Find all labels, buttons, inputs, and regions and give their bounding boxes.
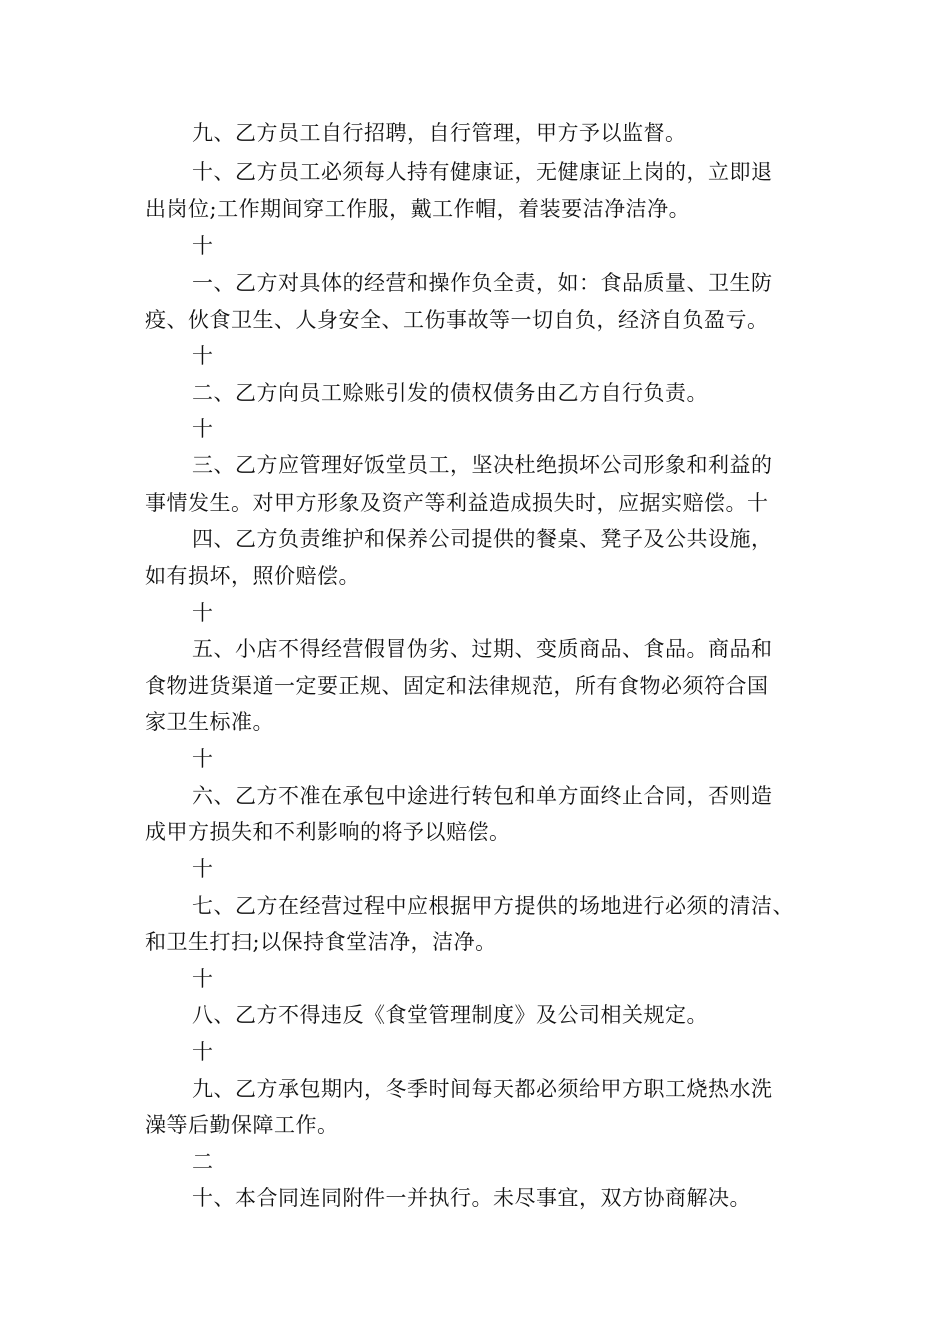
text-line: 十 [192,234,214,258]
text-line: 七、乙方在经营过程中应根据甲方提供的场地进行必须的清洁、 [192,894,794,918]
text-line: 出岗位;工作期间穿工作服，戴工作帽，着装要洁净洁净。 [145,197,691,221]
text-line: 九、乙方员工自行招聘，自行管理，甲方予以监督。 [192,121,687,145]
text-line: 食物进货渠道一定要正规、固定和法律规范，所有食物必须符合国 [145,674,769,698]
text-line: 十 [192,417,214,441]
text-line: 二、乙方向员工赊账引发的债权债务由乙方自行负责。 [192,381,708,405]
text-line: 十 [192,344,214,368]
text-line: 十 [192,747,214,771]
text-line: 九、乙方承包期内，冬季时间每天都必须给甲方职工烧热水洗 [192,1077,773,1101]
text-line: 和卫生打扫;以保持食堂洁净，洁净。 [145,930,497,954]
text-line: 一、乙方对具体的经营和操作负全责，如：食品质量、卫生防 [192,271,773,295]
text-line: 澡等后勤保障工作。 [145,1113,339,1137]
text-line: 五、小店不得经营假冒伪劣、过期、变质商品、食品。商品和 [192,637,773,661]
text-line: 十、乙方员工必须每人持有健康证，无健康证上岗的，立即退 [192,160,773,184]
text-line: 如有损坏，照价赔偿。 [145,564,360,588]
text-line: 三、乙方应管理好饭堂员工，坚决杜绝损坏公司形象和利益的 [192,453,773,477]
text-line: 疫、伙食卫生、人身安全、工伤事故等一切自负，经济自负盈亏。 [145,308,769,332]
text-line: 十、本合同连同附件一并执行。未尽事宜，双方协商解决。 [192,1186,751,1210]
text-line: 事情发生。对甲方形象及资产等利益造成损失时，应据实赔偿。十 [145,491,769,515]
text-line: 十 [192,857,214,881]
text-line: 六、乙方不准在承包中途进行转包和单方面终止合同，否则造 [192,784,773,808]
text-line: 四、乙方负责维护和保养公司提供的餐桌、凳子及公共设施， [192,527,773,551]
text-line: 八、乙方不得违反《食堂管理制度》及公司相关规定。 [192,1003,708,1027]
text-line: 十 [192,601,214,625]
text-line: 十 [192,967,214,991]
text-line: 二 [192,1150,214,1174]
text-line: 家卫生标准。 [145,710,274,734]
text-line: 成甲方损失和不利影响的将予以赔偿。 [145,820,511,844]
text-line: 十 [192,1040,214,1064]
